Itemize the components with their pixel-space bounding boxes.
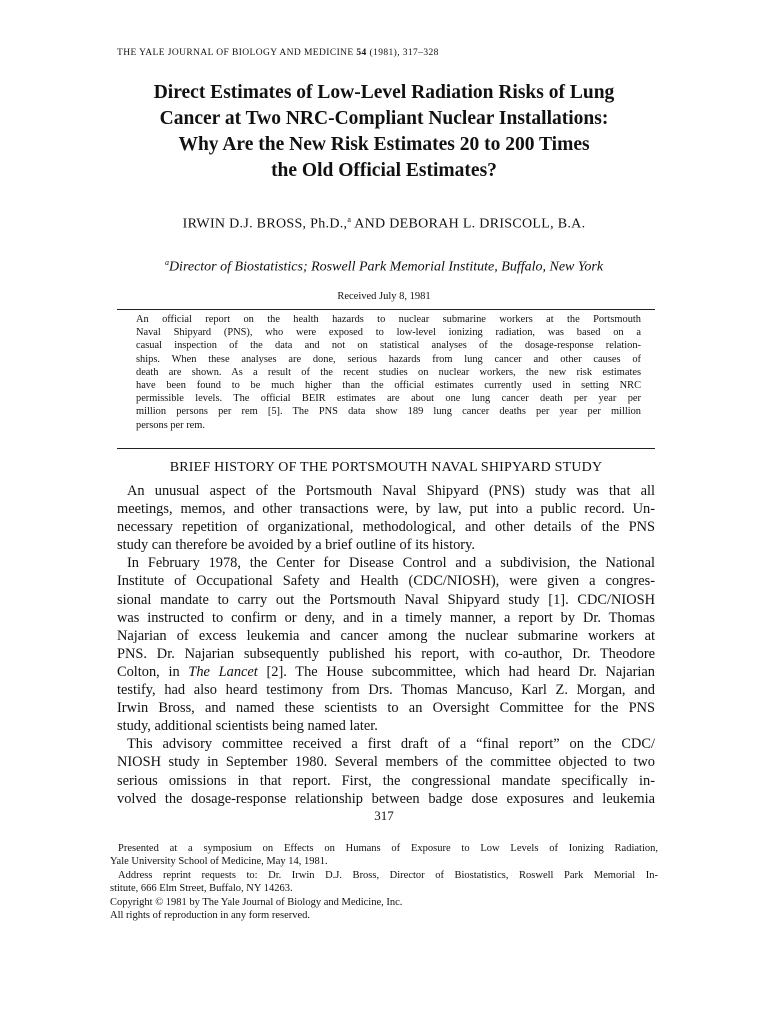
body-line: In February 1978, the Center for Disease Control and a subdivision, the National: [127, 555, 655, 572]
author-list: [100, 215, 668, 233]
body-line: study can therefore be avoided by a brief outline of its history.: [117, 537, 475, 554]
affiliation-text: Director of Biostatistics; Roswell Park Memorial Institute, Buffalo, New York: [168, 259, 604, 275]
abstract-line: permissible levels. The official BEIR estimates are about one lung cancer death per year per: [136, 393, 641, 405]
author-first: IRWIN D.J. BROSS, Ph.D.,: [182, 216, 348, 232]
author-rest: AND DEBORAH L. DRISCOLL, B.A.: [351, 216, 586, 232]
journal-name: THE YALE JOURNAL OF BIOLOGY AND MEDICINE: [117, 48, 354, 58]
lancet-after: [2]. The House subcommittee, which had heard Dr. Najarian: [257, 663, 656, 680]
lancet-title: The Lancet: [188, 663, 258, 680]
affiliation-mark: a: [164, 258, 169, 267]
body-text: [117, 482, 655, 808]
abstract-top-rule: [117, 309, 655, 310]
received-date: Received July 8, 1981: [337, 291, 431, 302]
body-line: An unusual aspect of the Portsmouth Naval Shipyard (PNS) study was that all: [127, 483, 655, 499]
body-line: sional mandate to carry out the Portsmouth Naval Shipyard study [1]. CDC/NIOSH: [117, 591, 655, 608]
author-affiliation-mark: a: [347, 215, 352, 224]
body-line: was instructed to confirm or deny, and in a timely manner, a report by Dr. Thomas: [117, 609, 655, 626]
body-line: meetings, memos, and other transactions were, by law, put into a public record. Un-: [117, 501, 655, 518]
body-line: This advisory committee received a first draft of a “final report” on the CDC/: [127, 736, 655, 753]
body-line: Irwin Bross, and named these scientists to an Oversight Committee for the PNS: [117, 700, 655, 717]
abstract-line: million persons per rem [5]. The PNS data show 189 lung cancer deaths per year per million: [136, 406, 641, 418]
abstract-line: ships. When these analyses are done, serious hazards from lung cancer and other causes of: [136, 353, 641, 365]
abstract-line: An official report on the health hazards to nuclear submarine workers at the Portsmouth: [136, 314, 641, 325]
abstract-line: casual inspection of the data and not on statistical analyses of the dosage-response relation-: [136, 340, 641, 352]
abstract-line: Naval Shipyard (PNS), who were exposed to low-level ionizing radiation, was based on a: [136, 327, 641, 339]
title-line: Direct Estimates of Low-Level Radiation Risks of Lung: [153, 82, 615, 103]
abstract-line: have been found to be much higher than the official estimates currently used in setting NRC: [136, 380, 641, 392]
footnote-line: Address reprint requests to: Dr. Irwin D.J. Bross, Director of Biostatistics, Roswell Park Memorial In-: [118, 869, 658, 881]
article-title: [100, 80, 668, 184]
body-line: serious omissions in that report. First, the congressional mandate specifically in-: [117, 772, 655, 789]
footnote-rights: All rights of reproduction in any form reserved.: [110, 910, 311, 922]
journal-volume: 54: [356, 48, 367, 58]
body-line: Najarian of excess leukemia and cancer among the nuclear submarine workers at: [117, 627, 655, 644]
abstract-line: death are shown. As a result of the recent studies on nuclear workers, the new risk estimates: [136, 366, 641, 378]
footnotes: [110, 842, 658, 922]
body-line: volved the dosage-response relationship between badge dose exposures and leukemia: [117, 790, 655, 807]
footnote-line: stitute, 666 Elm Street, Buffalo, NY 14263.: [110, 883, 293, 895]
footnote-line: Yale University School of Medicine, May 14, 1981.: [110, 856, 328, 868]
abstract-bottom-rule: [117, 448, 655, 449]
body-line: NIOSH study in September 1980. Several members of the committee objected to two: [117, 754, 655, 771]
affiliation: [100, 258, 668, 276]
section-heading: BRIEF HISTORY OF THE PORTSMOUTH NAVAL SHIPYARD STUDY: [169, 460, 603, 475]
body-line-lancet: Colton, in The Lancet [2]. The House subcommittee, which had heard Dr. Najarian: [117, 663, 656, 680]
body-line: study, additional scientists being named later.: [117, 718, 378, 735]
footnote-copyright: Copyright © 1981 by The Yale Journal of Biology and Medicine, Inc.: [110, 896, 403, 908]
abstract: [136, 313, 641, 432]
footnote-line: Presented at a symposium on Effects on Humans of Exposure to Low Levels of Ionizing Radiation,: [118, 843, 658, 854]
journal-header: [117, 48, 439, 58]
body-line: Institute of Occupational Safety and Health (CDC/NIOSH), were given a congres-: [117, 573, 655, 590]
body-line: PNS. Dr. Najarian subsequently published his report, with co-author, Dr. Theodore: [117, 645, 655, 662]
title-line: the Old Official Estimates?: [271, 160, 497, 181]
title-line: Cancer at Two NRC-Compliant Nuclear Installations:: [159, 108, 609, 129]
page-number: 317: [374, 808, 394, 823]
body-line: testify, had also heard testimony from Drs. Thomas Mancuso, Karl Z. Morgan, and: [117, 682, 655, 699]
body-line: necessary repetition of organizational, methodological, and other details of the PNS: [117, 519, 655, 536]
title-line: Why Are the New Risk Estimates 20 to 200 Times: [178, 134, 590, 155]
journal-issue-pages: (1981), 317–328: [369, 48, 439, 58]
abstract-line: persons per rem.: [136, 419, 205, 431]
